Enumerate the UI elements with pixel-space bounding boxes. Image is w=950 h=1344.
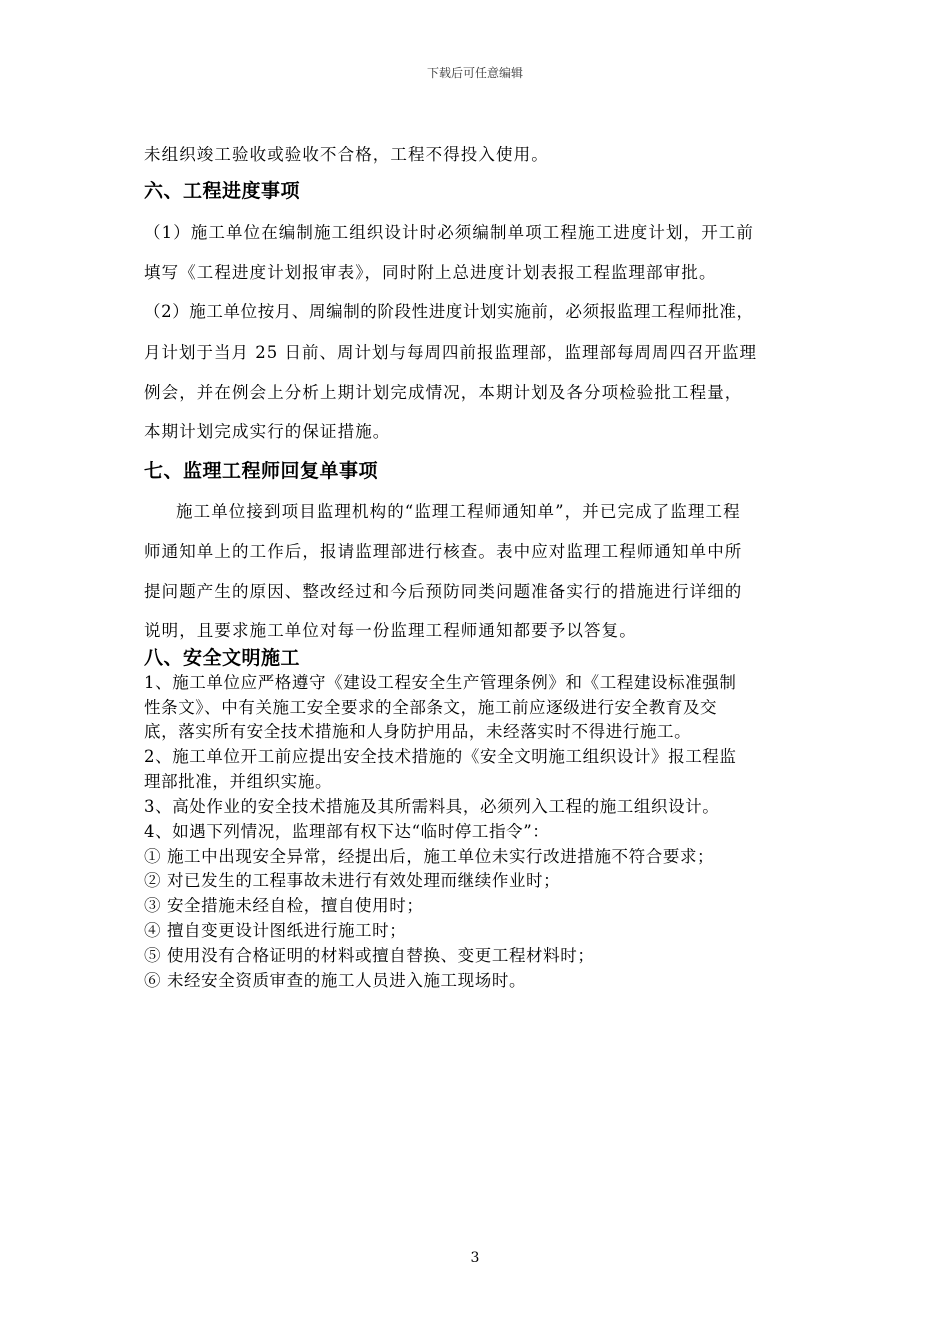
section-8-line-11: ④ 擅自变更设计图纸进行施工时； <box>144 921 407 940</box>
section-8-line-10: ③ 安全措施未经自检，擅自使用时； <box>144 896 424 915</box>
section-7-line-4: 说明，且要求施工单位对每一份监理工程师通知都要予以答复。 <box>144 621 637 640</box>
section-8-line-6: 3、高处作业的安全技术措施及其所需料具，必须列入工程的施工组织设计。 <box>144 797 720 816</box>
section-8-line-5: 理部批准，并组织实施。 <box>144 772 333 791</box>
section-7-line-2: 师通知单上的工作后，报请监理部进行核查。表中应对监理工程师通知单中所 <box>144 542 743 561</box>
section-8-line-13: ⑥ 未经安全资质审查的施工人员进入施工现场时。 <box>144 971 527 990</box>
section-7-line-3: 提问题产生的原因、整改经过和今后预防同类问题准备实行的措施进行详细的 <box>144 582 743 601</box>
section-8-line-12: ⑤ 使用没有合格证明的材料或擅自替换、变更工程材料时； <box>144 946 595 965</box>
section-8-line-4: 2、施工单位开工前应提出安全技术措施的《安全文明施工组织设计》报工程监 <box>144 747 737 766</box>
page-number: 3 <box>470 1250 480 1266</box>
page-header: 下载后可任意编辑 <box>426 66 523 80</box>
section-8-title: 八、安全文明施工 <box>144 647 301 669</box>
section-8-line-8: ① 施工中出现安全异常，经提出后，施工单位未实行改进措施不符合要求； <box>144 847 715 866</box>
section-8-line-1: 1、施工单位应严格遵守《建设工程安全生产管理条例》和《工程建设标准强制 <box>144 673 737 692</box>
section-8-line-3: 底，落实所有安全技术措施和人身防护用品，未经落实时不得进行施工。 <box>144 722 692 741</box>
section-6-line-2: 填写《工程进度计划报审表》，同时附上总进度计划表报工程监理部审批。 <box>144 263 717 282</box>
section-7-title: 七、监理工程师回复单事项 <box>144 460 379 482</box>
section-6-line-4: 月计划于当月 25 日前、周计划与每周四前报监理部，监理部每周周四召开监理 <box>144 343 757 362</box>
section-6-title: 六、工程进度事项 <box>144 180 301 202</box>
section-6-line-6: 本期计划完成实行的保证措施。 <box>144 422 391 441</box>
section-7-line-1: 施工单位接到项目监理机构的“监理工程师通知单”，并已完成了监理工程 <box>176 502 741 521</box>
section-6-line-5: 例会，并在例会上分析上期计划完成情况，本期计划及各分项检验批工程量， <box>144 383 743 402</box>
intro-line: 未组织竣工验收或验收不合格，工程不得投入使用。 <box>144 145 549 164</box>
section-6-line-1: （1）施工单位在编制施工组织设计时必须编制单项工程施工进度计划，开工前 <box>144 223 754 242</box>
section-8-line-7: 4、如遇下列情况，监理部有权下达“临时停工指令”： <box>144 822 550 841</box>
section-8-line-9: ② 对已发生的工程事故未进行有效处理而继续作业时； <box>144 871 561 890</box>
section-8-line-2: 性条文》、中有关施工安全要求的全部条文，施工前应逐级进行安全教育及交 <box>144 698 718 717</box>
section-6-line-3: （2）施工单位按月、周编制的阶段性进度计划实施前，必须报监理工程师批准， <box>144 302 754 321</box>
